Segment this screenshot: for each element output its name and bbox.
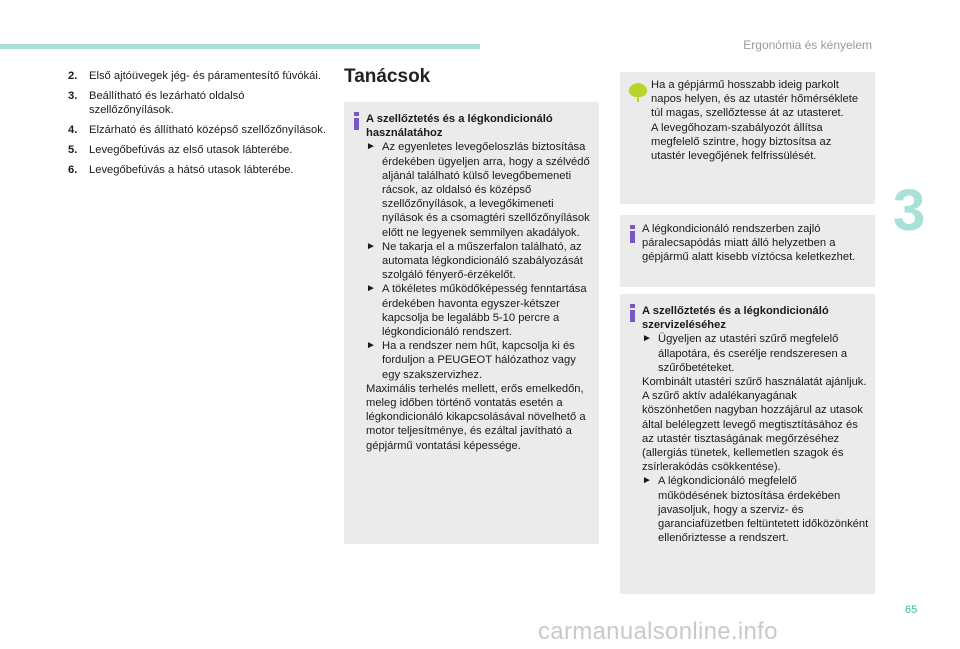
box-paragraph: Kombinált utastéri szűrő használatát ajánljuk. A szűrő aktív adalékanyagának köszönhetően nagyban hozzájárul az utasok által belélegzett levegő megtisztításához és az utastér tisztaságának megőrzéséhez (allergiás tünetek, kellemetlen szagok és zsírlerakódás csökkentése).	[642, 376, 867, 474]
bullet-marker-icon: ►	[366, 240, 376, 252]
numbered-list	[68, 69, 328, 183]
list-item: 5. Levegőbefúvás az első utasok lábterébe.	[68, 144, 293, 156]
maintenance-info-box	[620, 294, 875, 594]
bullet-item: ► Ne takarja el a műszerfalon található, az automata légkondicionáló szabályozását szolgáló fényerő-érzékelőt.	[366, 240, 583, 282]
box-title: A szellőztetés és a légkondicionáló szervizeléséhez	[642, 305, 829, 332]
condensation-info-box	[620, 215, 875, 287]
bullet-item: ► Ügyeljen az utastéri szűrő megfelelő állapotára, és cserélje rendszeresen a szűrőbetéteket.	[642, 333, 848, 374]
bullet-marker-icon: ►	[366, 141, 376, 153]
list-item: 3. Beállítható és lezárható oldalsó szellőzőnyílások.	[68, 90, 245, 116]
bullet-item: ► Az egyenletes levegőeloszlás biztosítása érdekében ügyeljen arra, hogy a szélvédő aljánál található külső levegőbemeneti rácsok, az oldalsó és középső szellőzőnyílások, a levegőkimeneti nyílások és a csomagtéri szellőzőnyílások előtt ne legyenek semmilyen akadályok.	[366, 141, 590, 239]
tip-text: A levegőhozam-szabályozót állítsa megfelelő szintre, hogy biztosítsa az utastér levegőjének felfrissülését.	[651, 121, 832, 163]
info-icon	[627, 304, 638, 326]
bullet-marker-icon: ►	[366, 283, 376, 295]
info-icon	[627, 225, 638, 247]
bullet-marker-icon: ►	[642, 333, 652, 345]
chapter-number: 3	[893, 178, 926, 243]
tip-text: Ha a gépjármű hosszabb ideig parkolt napos helyen, és az utastér hőmérséklete túl magas, szellőztesse át az utasteret.	[651, 79, 859, 120]
box-paragraph: Maximális terhelés mellett, erős emelkedőn, meleg időben történő vontatás esetén a légkondicionáló kikapcsolásával növelhető a motor teljesítménye, és ezáltal javítható a gépjármű vontatási képessége.	[366, 382, 586, 452]
ventilation-usage-box	[344, 102, 599, 544]
leaf-tip-icon	[627, 82, 649, 106]
info-text: A légkondicionáló rendszerben zajló páralecsapódás miatt álló helyzetben a gépjármű alatt kisebb víztócsa keletkezhet.	[642, 223, 856, 264]
list-item: 6. Levegőbefúvás a hátsó utasok lábterébe.	[68, 164, 294, 176]
page-number: 65	[905, 604, 918, 616]
section-title: Ergonómia és kényelem	[743, 38, 872, 52]
bullet-item: ► A légkondicionáló megfelelő működésének biztosítása érdekében javasoljuk, hogy a szerviz- és garanciafüzetben feltüntetett időközönként ellenőriztesse a rendszert.	[642, 475, 869, 545]
box-title: A szellőztetés és a légkondicionáló használatához	[366, 113, 553, 140]
bullet-item: ► A tökéletes működőképesség fenntartása érdekében havonta egyszer-kétszer kapcsolja be legalább 5-10 percre a légkondicionáló rendszert.	[366, 283, 587, 339]
bullet-item: ► Ha a rendszer nem hűt, kapcsolja ki és forduljon a PEUGEOT hálózathoz vagy egy szakszervizhez.	[366, 340, 576, 381]
info-icon	[351, 112, 362, 134]
bullet-marker-icon: ►	[366, 340, 376, 352]
header-accent-bar	[0, 44, 480, 49]
list-item: 2. Első ajtóüvegek jég- és páramentesítő fúvókái.	[68, 70, 321, 82]
tips-heading: Tanácsok	[344, 66, 431, 87]
watermark: carmanualsonline.info	[538, 618, 778, 645]
bullet-marker-icon: ►	[642, 475, 652, 487]
eco-tip-box	[620, 72, 875, 204]
list-item: 4. Elzárható és állítható középső szellőzőnyílások.	[68, 124, 326, 136]
